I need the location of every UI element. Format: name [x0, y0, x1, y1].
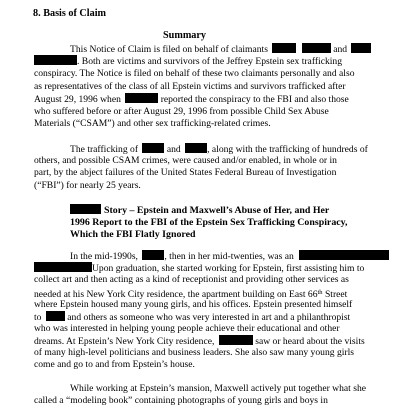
- trafficking-text: , along with the trafficking of hundreds of: [207, 144, 368, 155]
- trafficking-line-2: others, and possible CSAM crimes, were caused and/or enabled, in whole or in: [34, 155, 337, 166]
- story-text: Street: [322, 289, 348, 300]
- story-heading-line-2: 1996 Report to the FBI of the Epstein Sex Trafficking Conspiracy,: [70, 217, 348, 228]
- summary-text: and: [333, 44, 348, 55]
- redaction-box: [351, 43, 371, 53]
- story-line-5: where Epstein housed many young girls, and his offices. Epstein presented himself: [34, 299, 353, 310]
- redaction-box: [34, 262, 92, 272]
- trafficking-text: The trafficking of: [70, 144, 139, 155]
- story-line-9: of many high-level politicians and business leaders. She also saw many young girls: [34, 347, 354, 358]
- story-heading-line-3: Which the FBI Flatly Ignored: [70, 229, 196, 240]
- story-heading-text: Story – Epstein and Maxwell’s Abuse of Her, and Her: [104, 205, 330, 216]
- redaction-box: [272, 43, 296, 53]
- trafficking-text: and: [166, 144, 181, 155]
- summary-line-7: Materials (“CSAM”) and other sex trafficking-related crimes.: [34, 118, 271, 129]
- summary-text: reported the conspiracy to the FBI and also those: [160, 94, 349, 105]
- redaction-box: [302, 43, 331, 53]
- summary-line-2: [34, 55, 342, 68]
- trafficking-line-4: (“FBI”) for nearly 25 years.: [34, 180, 141, 191]
- redaction-box: [46, 311, 65, 321]
- redaction-box: [34, 55, 77, 65]
- story-text: , then in her mid-twenties, was an: [164, 251, 294, 262]
- final-line-2: called a “modeling book” containing photographs of young girls and boys in: [34, 395, 328, 406]
- redaction-box: [125, 93, 158, 103]
- redaction-box: [299, 250, 389, 260]
- summary-text: August 29, 1996 when: [34, 94, 121, 105]
- redaction-box: [185, 143, 207, 153]
- final-line-1: While working at Epstein’s mansion, Maxwell actively put together what she: [70, 383, 367, 394]
- summary-line-4: as representatives of the class of all Epstein victims and survivors trafficked after: [34, 81, 346, 92]
- summary-line-5: [34, 93, 349, 106]
- story-heading-line-1: [70, 204, 329, 217]
- story-line-10: come and go to and from Epstein’s house.: [34, 359, 195, 370]
- story-text: In the mid-1990s,: [70, 251, 138, 262]
- summary-text: . Both are victims and survivors of the Jeffrey Epstein sex trafficking: [77, 56, 343, 67]
- redaction-box: [70, 204, 101, 214]
- summary-line-6: who suffered before or after August 29, 1996 from possible Child Sex Abuse: [34, 106, 329, 117]
- story-text: dreams. At Epstein’s New York City residence,: [34, 336, 215, 347]
- superscript: th: [317, 289, 323, 296]
- story-text: Upon graduation, she started working for Epstein, first assisting him to: [92, 263, 365, 274]
- trafficking-line-3: part, by the abject failures of the United States Federal Bureau of Investigation: [34, 167, 337, 178]
- summary-text: This Notice of Claim is filed on behalf of claimants: [70, 44, 268, 55]
- story-text: to: [34, 312, 42, 323]
- redaction-box: [142, 250, 164, 260]
- summary-heading: Summary: [163, 30, 207, 41]
- story-line-7: who was interested in helping young people achieve their educational and other: [34, 323, 340, 334]
- redaction-box: [142, 143, 164, 153]
- summary-line-3: conspiracy. The Notice is filed on behalf of these two claimants personally and also: [34, 68, 355, 79]
- redaction-box: [219, 335, 253, 345]
- story-text: needed at his New York City residence, the apartment building on East 66: [34, 289, 318, 300]
- story-text: saw or heard about the visits: [255, 336, 365, 347]
- story-line-3: collect art and then acting as a kind of receptionist and providing other services as: [34, 274, 349, 285]
- story-text: and others as someone who was very interested in art and a philanthropist: [67, 312, 351, 323]
- section-heading: 8. Basis of Claim: [33, 8, 107, 19]
